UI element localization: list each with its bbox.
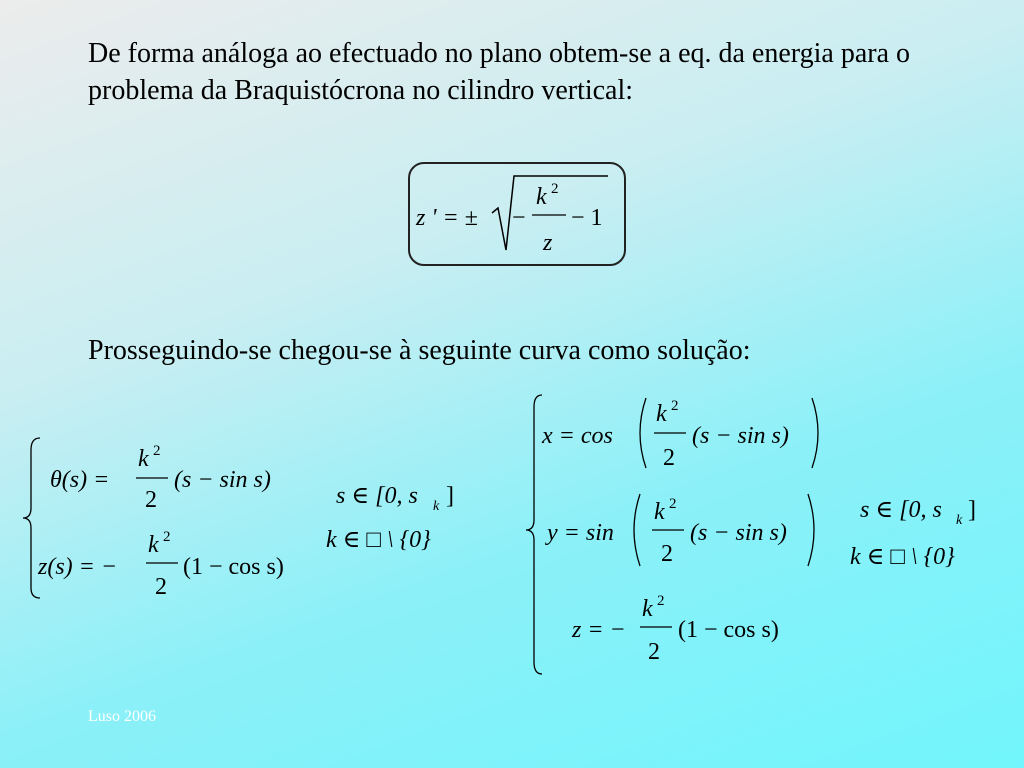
right-s-close: ] <box>968 497 976 523</box>
z-rhs: (1 − cos s) <box>183 554 284 580</box>
energy-equation <box>415 176 608 256</box>
theta-exp: 2 <box>153 443 161 459</box>
z-lhs: z(s) = − <box>38 554 118 580</box>
intro-paragraph: De forma análoga ao efectuado no plano obtem-se a eq. da energia para o problema da Braquistócrona no cilindro vertical: <box>88 38 910 106</box>
y-paren-open <box>634 494 640 566</box>
y-paren-close <box>808 494 814 566</box>
right-domain <box>850 497 976 570</box>
theta-rhs: (s − sin s) <box>174 467 271 493</box>
right-s-line: s ∈ [0, s <box>860 497 942 523</box>
x-k: k <box>656 401 667 427</box>
x-lhs: x = cos <box>542 423 613 449</box>
x-arg: (s − sin s) <box>692 423 789 449</box>
y-arg: (s − sin s) <box>690 520 787 546</box>
energy-den: z <box>543 230 553 256</box>
zr-k: k <box>642 596 653 622</box>
x-paren-close <box>812 398 818 468</box>
theta-lhs: θ(s) = <box>50 467 110 493</box>
zr-lhs: z = − <box>572 617 626 643</box>
theta-k: k <box>138 446 149 472</box>
footer-text: Luso 2006 <box>88 708 156 725</box>
x-paren-open <box>640 398 646 468</box>
x-two: 2 <box>663 445 675 471</box>
right-s-sub: k <box>956 513 963 528</box>
left-s-close: ] <box>446 483 454 509</box>
x-exp: 2 <box>671 398 679 414</box>
z-k: k <box>148 532 159 558</box>
energy-num: k <box>536 184 547 210</box>
y-k: k <box>654 499 665 525</box>
left-system <box>23 438 284 600</box>
theta-two: 2 <box>145 487 157 513</box>
left-k-line: k ∈ □ \ {0} <box>326 527 431 553</box>
right-system <box>526 395 818 674</box>
left-s-sub: k <box>433 499 440 514</box>
zr-two: 2 <box>648 639 660 665</box>
energy-tail: − 1 <box>571 205 603 231</box>
y-exp: 2 <box>669 496 677 512</box>
energy-lhs: z ' = ± <box>416 205 478 231</box>
z-two: 2 <box>155 574 167 600</box>
zr-exp: 2 <box>657 593 665 609</box>
energy-exp: 2 <box>551 181 559 197</box>
continuation-paragraph: Prosseguindo-se chegou-se à seguinte curva como solução: <box>88 335 751 366</box>
right-brace <box>526 395 542 674</box>
y-lhs: y = sin <box>547 520 614 546</box>
energy-minus: − <box>512 205 526 231</box>
left-domain <box>326 483 454 553</box>
y-two: 2 <box>661 541 673 567</box>
left-s-line: s ∈ [0, s <box>336 483 418 509</box>
zr-rhs: (1 − cos s) <box>678 617 779 643</box>
z-exp: 2 <box>163 529 171 545</box>
right-k-line: k ∈ □ \ {0} <box>850 544 955 570</box>
